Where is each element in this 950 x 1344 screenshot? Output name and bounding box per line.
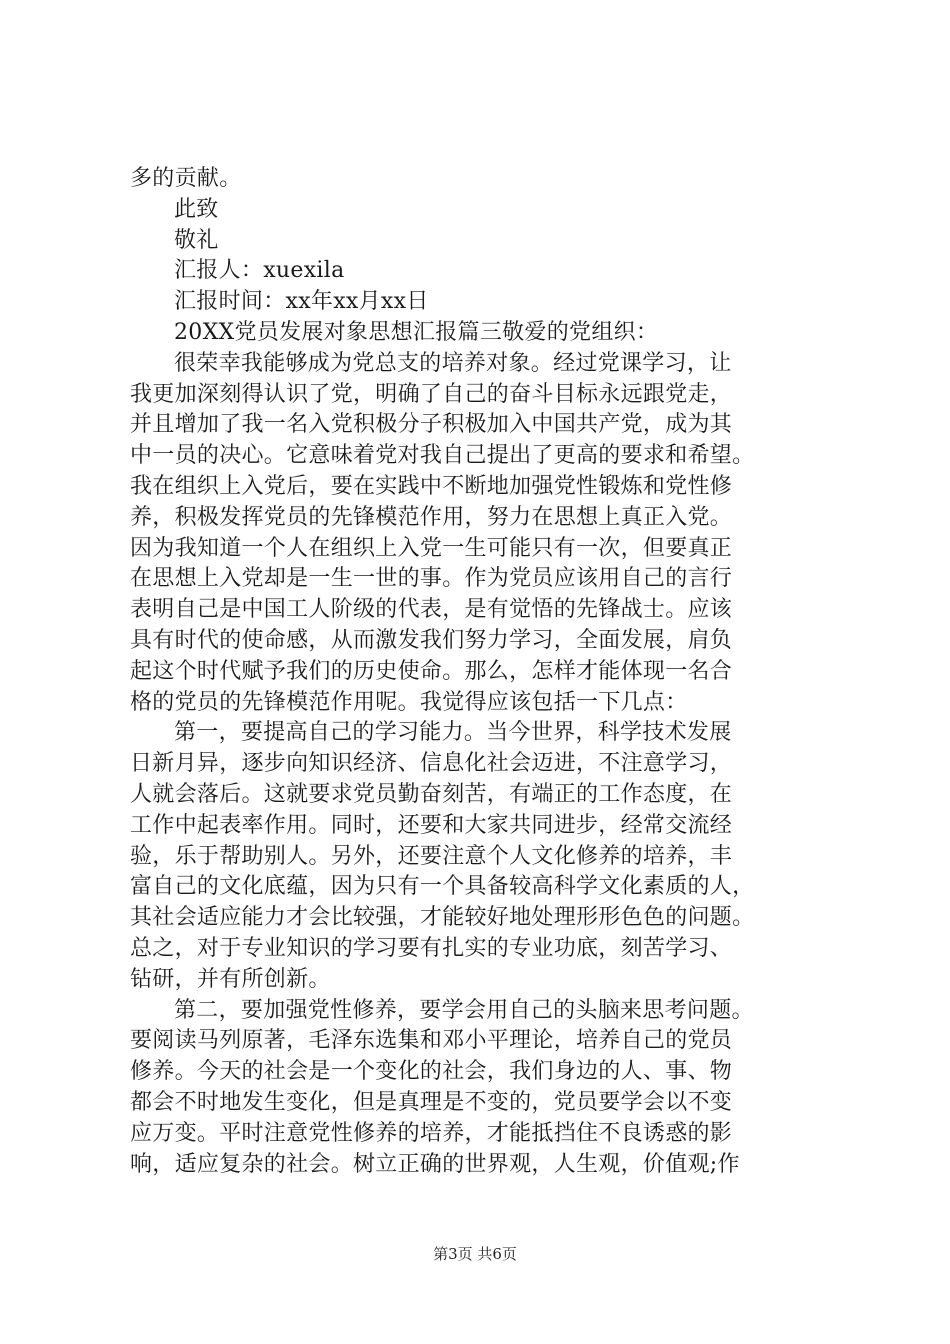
text-line: 起这个时代赋予我们的历史使命。那么，怎样才能体现一名合	[130, 658, 733, 684]
text-line: 养，积极发挥党员的先锋模范作用，努力在思想上真正入党。	[130, 504, 733, 530]
text-line: 人就会落后。这就要求党员勤奋刻苦，有端正的工作态度，在	[130, 781, 733, 807]
text-line: 日新月异，逐步向知识经济、信息化社会迈进，不注意学习，	[130, 751, 733, 777]
text-line: 响，适应复杂的社会。树立正确的世界观，人生观，价值观;作	[130, 1151, 740, 1177]
text-line: 要阅读马列原著，毛泽东选集和邓小平理论，培养自己的党员	[130, 1028, 733, 1054]
text-line: 因为我知道一个人在组织上入党一生可能只有一次，但要真正	[130, 535, 733, 561]
text-line: 此致	[174, 196, 219, 222]
text-line: 表明自己是中国工人阶级的代表，是有觉悟的先锋战士。应该	[130, 597, 733, 623]
text-line: 其社会适应能力才会比较强，才能较好地处理形形色色的问题。	[130, 905, 755, 931]
text-line: 敬礼	[174, 227, 219, 253]
text-line: 具有时代的使命感，从而激发我们努力学习，全面发展，肩负	[130, 627, 733, 653]
text-line: 富自己的文化底蕴，因为只有一个具备较高科学文化素质的人，	[130, 874, 755, 900]
text-line: 我在组织上入党后，要在实践中不断地加强党性锻炼和党性修	[130, 473, 733, 499]
text-line: 都会不时地发生变化，但是真理是不变的，党员要学会以不变	[130, 1089, 733, 1115]
text-line: 中一员的决心。它意味着党对我自己提出了更高的要求和希望。	[130, 443, 755, 469]
text-line: 在思想上入党却是一生一世的事。作为党员应该用自己的言行	[130, 566, 733, 592]
text-line: 总之，对于专业知识的学习要有扎实的专业功底，刻苦学习、	[130, 935, 733, 961]
document-body	[130, 164, 830, 1180]
text-line: 我更加深刻得认识了党，明确了自己的奋斗目标永远跟党走，	[130, 381, 733, 407]
text-line: 多的贡献。	[130, 166, 242, 191]
text-line: 并且增加了我一名入党积极分子积极加入中国共产党，成为其	[130, 412, 733, 438]
page-footer: 第3页 共6页	[433, 1245, 517, 1263]
text-line: 修养。今天的社会是一个变化的社会，我们身边的人、事、物	[130, 1059, 733, 1085]
text-line: 20XX党员发展对象思想汇报篇三敬爱的党组织：	[174, 319, 659, 345]
text-line: 汇报时间：xx年xx月xx日	[174, 289, 429, 315]
text-line: 很荣幸我能够成为党总支的培养对象。经过党课学习，让	[174, 350, 732, 376]
text-line: 第一，要提高自己的学习能力。当今世界，科学技术发展	[174, 720, 732, 746]
text-line: 工作中起表率作用。同时，还要和大家共同进步，经常交流经	[130, 812, 733, 838]
text-line: 格的党员的先锋模范作用呢。我觉得应该包括一下几点：	[130, 689, 688, 715]
text-line: 第二，要加强党性修养，要学会用自己的头脑来思考问题。	[174, 997, 754, 1023]
text-line: 钻研，并有所创新。	[130, 966, 331, 992]
text-line: 验，乐于帮助别人。另外，还要注意个人文化修养的培养，丰	[130, 843, 733, 869]
text-line: 应万变。平时注意党性修养的培养，才能抵挡住不良诱惑的影	[130, 1120, 733, 1146]
text-line: 汇报人：xuexila	[174, 258, 345, 284]
